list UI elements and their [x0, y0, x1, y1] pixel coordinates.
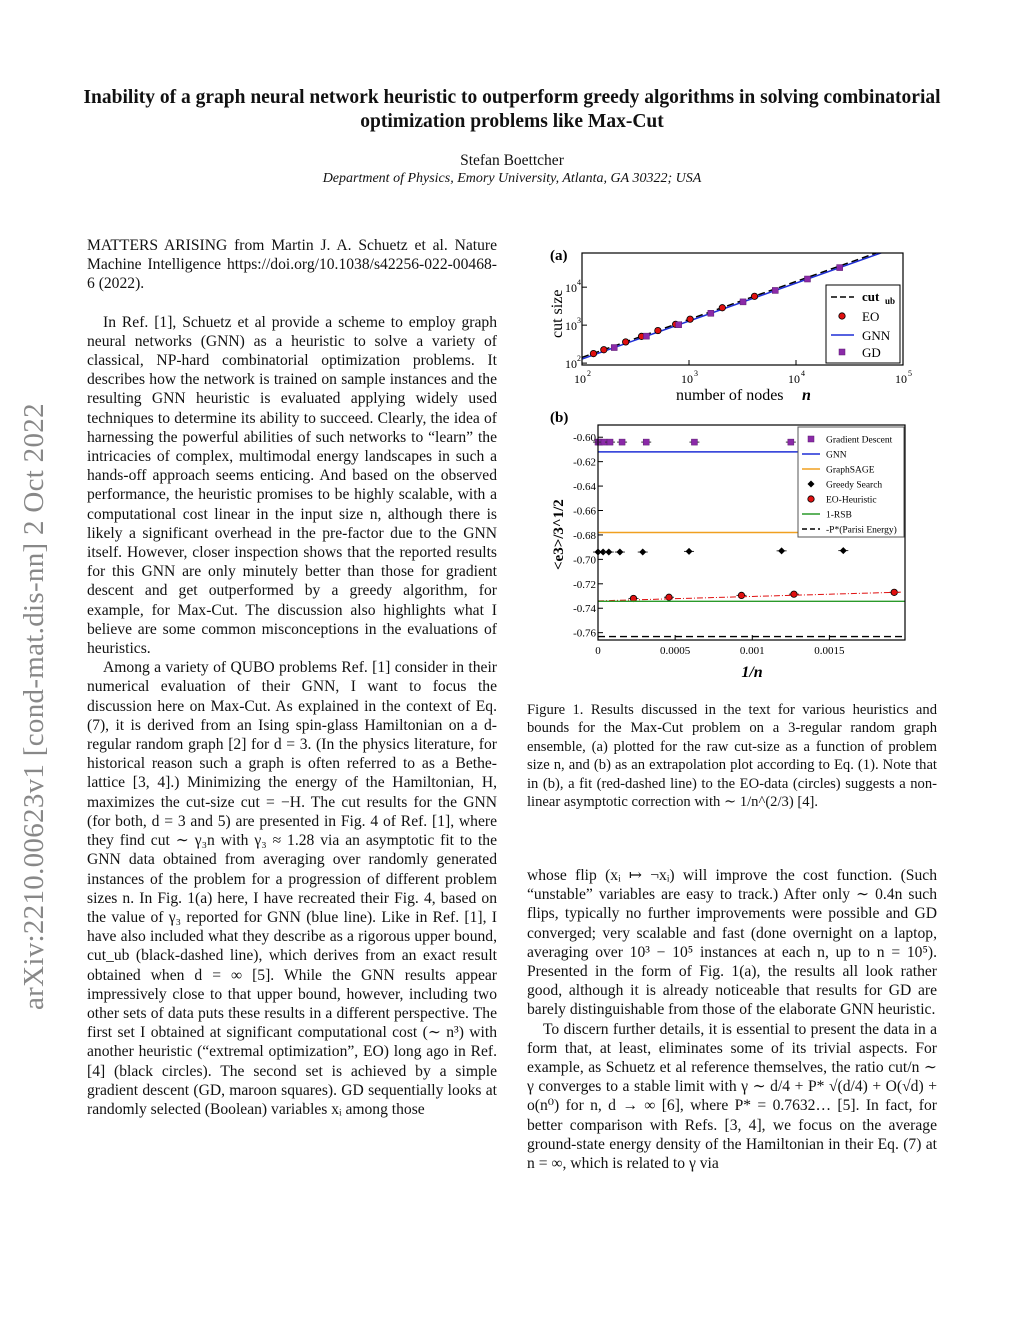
data-point-EO — [719, 305, 725, 311]
data-point-EO-Heuristic — [738, 592, 744, 598]
y-tick-label: -0.68 — [573, 529, 596, 542]
data-point-EO — [622, 339, 628, 345]
data-point-EO — [751, 293, 757, 299]
data-point-EO — [687, 316, 693, 322]
data-point-GD — [611, 345, 617, 351]
y-tick-label: 10 — [565, 357, 577, 372]
figure-caption: Figure 1. Results discussed in the text for various heuristics and bounds for the Max-Cut problem on a 3-regular random graph ensemble, (a) plotted for the raw cut-size as a function of problem size n, and (b) as an extrapolation plot according to Eq. (1). Note that in (b), a fit (red-dashed line) to the EO-data (circles) suggests a non-linear asymptotic correction with ∼ 1/n^(2/3) [4]. — [527, 702, 937, 811]
y-tick-label: -0.64 — [573, 481, 596, 494]
legend-label: GNN — [826, 450, 847, 461]
legend-label: GNN — [862, 328, 891, 343]
paragraph: Among a variety of QUBO problems Ref. [1] consider in their numerical evaluation of their GNN, I want to focus the discussion here on Max-Cut. As explained in the context of Eq. (7), it is derived from an Ising spin-glass Hamiltonian on a d-regular random graph [2] for d = 3. (In the physics literature, for historical reason such a graph is often referred to as a Bethe-lattice [3, 4].) Minimizing the energy of the Hamiltonian, H, maximizes the cut-size cut = −H. The cut results for the GNN (for both, d = 3 and 5) are presented in Fig. 4 of Ref. [1], where they find cut ∼ γ₃n with γ₃ ≈ 1.28 via an asymptotic fit to the GNN data obtained from averaging over randomly generated instances of the problem for a progression of different problem sizes n. In Fig. 1(a) here, I have recreated their Fig. 4, based on the value of γ₃ reported for GNN (blue line). Like in Ref. [1], I have also included what they describe as a rigorous upper bound, cut_ub (black-dashed line), which derives from an exact result obtained when d = ∞ [5]. While the GNN results appear impressively close to that upper bound, however, including two other sets of data puts these results in a different perspective. The first set I obtained at significant computational cost (∼ n³) with another heuristic (“extremal optimization”, EO) long ago in Ref. [4] (black circles). The second set is achieved by a simple gradient descent (GD, maroon squares). GD sequentially looks at randomly selected (Boolean) variables xᵢ among those — [87, 659, 497, 1118]
x-tick-label: 10 — [895, 372, 907, 386]
legend-swatch-eo — [839, 313, 845, 319]
data-point-Greedy Search — [639, 549, 646, 556]
data-point-EO-Heuristic — [791, 591, 797, 597]
x-tick-label: 10 — [681, 372, 693, 386]
paper-title: Inability of a graph neural network heuristic to outperform greedy algorithms in solving combinatorial optimization problems like Max-Cut — [83, 87, 941, 132]
legend-label: GraphSAGE — [826, 465, 875, 476]
x-tick-label: 0.001 — [739, 645, 765, 657]
data-point-GD — [708, 310, 714, 316]
data-point-Greedy Search — [840, 547, 847, 554]
legend-label-sub: ub — [885, 296, 896, 306]
y-tick-label: 10 — [565, 281, 577, 296]
data-point-EO-Heuristic — [666, 594, 672, 600]
matters-arising-ref: MATTERS ARISING from Martin J. A. Schuetz et al. Nature Machine Intelligence https://doi.org/10.1038/s42256-022-00468-6 (2022). — [87, 237, 497, 293]
x-tick-label: 10 — [574, 372, 586, 386]
legend-label: cut — [862, 289, 880, 304]
legend-label: Greedy Search — [826, 480, 883, 491]
data-point-GD — [900, 242, 906, 248]
y-axis-label: <e3>/3^1/2 — [551, 499, 567, 570]
y-tick-label: -0.76 — [573, 627, 596, 640]
data-point-GD — [804, 276, 810, 282]
data-point-GD — [643, 333, 649, 339]
data-point-Gradient Descent — [643, 439, 649, 445]
y-tick-exp: 2 — [577, 354, 581, 364]
data-point-EO — [590, 350, 596, 356]
x-axis-label: 1/n — [741, 664, 763, 681]
x-axis-label: number of nodes — [676, 387, 784, 404]
figure-1b-chart — [540, 405, 920, 685]
data-point-Greedy Search — [605, 549, 612, 556]
paragraph: To discern further details, it is essential to present the data in a form that, at least, eliminates some of its trivial aspects. For example, as Schuetz et al reference themselves, the ratio cut/n ∼ γ converges to a stable limit with γ ∼ d/4 + P* √(d/4) + O(√d) + o(n⁰) for n, d → ∞ [6], where P* = 0.7632… [5]. In fact, for better comparison with Refs. [3, 4], we focus on the average ground-state energy density of the Hamiltonian in their Eq. (7) at n = ∞, which is related to γ via — [527, 1020, 937, 1173]
data-point-Gradient Descent — [691, 439, 697, 445]
legend-swatch — [808, 496, 814, 502]
panel-label: (a) — [550, 248, 568, 264]
paragraph: In Ref. [1], Schuetz et al provide a scheme to employ graph neural networks (GNN) as a heuristic to solve a variety of classical, NP-hard combinatorial optimization problems. It describes how the network is trained on sample instances and the resulting GNN heuristic is evaluated applying widely used techniques to determine its ability to succeed. Clearly, the idea of harnessing the powerful abilities of such networks to “learn” the intricacies of complex, multimodal energy landscapes in such a hands-off approach seems enticing. And based on the observed performance, the heuristic promises to be highly scalable, with a computational cost linear in the input size n, although there is likely a significant overhead in the pre-factor due to the GNN itself. However, closer inspection shows that the reported results for this GNN are only minutely better than those for gradient descent and get outperformed by a greedy algorithm, for example, for Max-Cut. The discussion also highlights what I believe are some common misconceptions in the evaluations of heuristics. — [87, 313, 497, 658]
right-column — [527, 866, 937, 1173]
paragraph: whose flip (xᵢ ↦ ¬xᵢ) will improve the cost function. (Such “unstable” variables are easy to track.) After only ∼ 0.4n such flips, typically no further improvements were possible and GD converged; very scalable and fast (done overnight on a laptop, averaging over 10³ − 10⁵ instances at each n, up to n = 10⁵). Presented in the form of Fig. 1(a), the results all look rather good, although it is already noticeable that results for GD are barely distinguishable from those of the elaborate GNN heuristic. — [527, 867, 937, 1019]
data-point-Greedy Search — [616, 549, 623, 556]
y-tick-label: -0.66 — [573, 505, 596, 518]
legend-label: EO-Heuristic — [826, 495, 877, 506]
y-tick-label: -0.60 — [573, 432, 596, 445]
y-tick-label: -0.62 — [573, 456, 596, 469]
y-tick-exp: 3 — [577, 316, 581, 326]
legend-label: Gradient Descent — [826, 435, 893, 446]
x-tick-exp: 3 — [694, 369, 698, 378]
y-tick-exp: 4 — [577, 278, 581, 288]
x-tick-exp: 2 — [587, 369, 591, 378]
y-axis-label: cut size — [549, 289, 566, 338]
data-point-Greedy Search — [778, 547, 785, 554]
data-point-EO — [601, 347, 607, 353]
legend-swatch — [808, 436, 814, 442]
y-tick-label: 10 — [565, 319, 577, 334]
left-column — [87, 236, 497, 1119]
x-axis-label-n: n — [802, 387, 811, 404]
data-point-GD — [676, 322, 682, 328]
data-point-EO — [655, 327, 661, 333]
data-point-Gradient Descent — [788, 439, 794, 445]
legend-swatch-gd — [839, 349, 845, 355]
x-tick-label: 0.0005 — [660, 645, 691, 657]
legend-label: EO — [862, 309, 880, 324]
y-tick-label: -0.70 — [573, 554, 596, 567]
panel-label: (b) — [550, 410, 569, 426]
y-tick-label: -0.74 — [573, 603, 596, 616]
y-tick-label: -0.72 — [573, 578, 596, 591]
legend-label: GD — [862, 345, 881, 360]
x-tick-label: 0.0015 — [814, 645, 845, 657]
data-point-GD — [837, 265, 843, 271]
x-tick-exp: 5 — [908, 369, 912, 378]
x-tick-label: 0 — [595, 645, 601, 657]
fit-line-eo — [598, 592, 902, 601]
data-point-GD — [772, 287, 778, 293]
data-point-Greedy Search — [686, 548, 693, 555]
legend-label: 1-RSB — [826, 510, 852, 521]
affiliation: Department of Physics, Emory University, Atlanta, GA 30322; USA — [322, 171, 702, 186]
x-tick-exp: 4 — [801, 369, 805, 378]
x-tick-label: 10 — [788, 372, 800, 386]
data-point-Gradient Descent — [607, 439, 613, 445]
author: Stefan Boettcher — [460, 152, 564, 169]
arxiv-stamp: arXiv:2210.00623v1 [cond-mat.dis-nn] 2 Oct 2022 — [18, 403, 50, 1010]
figure-1a-chart — [540, 240, 920, 410]
legend-label: -P*(Parisi Energy) — [826, 525, 897, 536]
data-point-GD — [740, 299, 746, 305]
data-point-Gradient Descent — [619, 439, 625, 445]
